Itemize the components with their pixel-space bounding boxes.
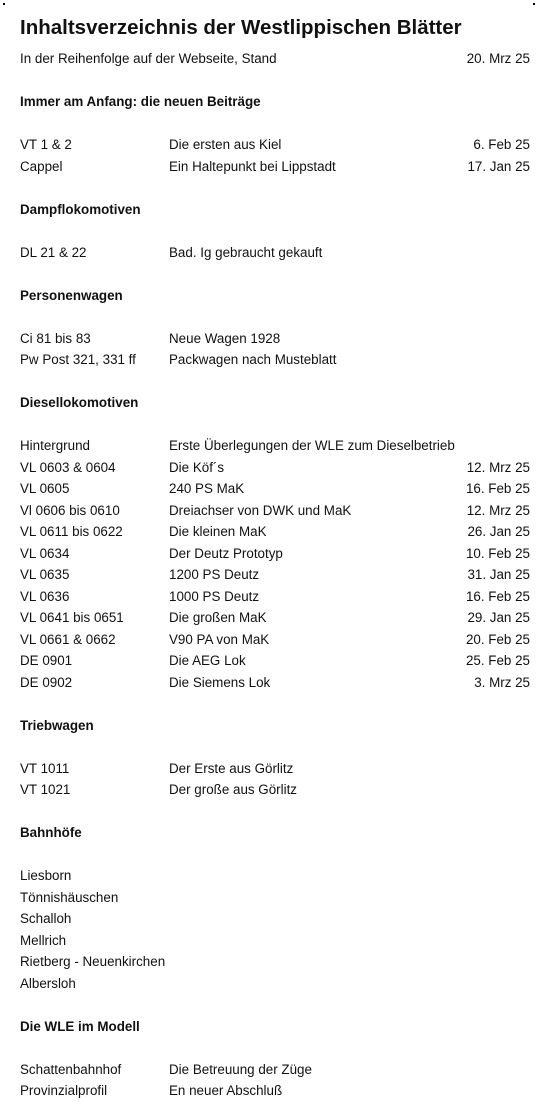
stand-date: 20. Mrz 25 — [466, 51, 530, 66]
section-heading: Diesellokomotiven — [20, 395, 139, 410]
document — [20, 14, 530, 1102]
entry-id: VL 0636 — [20, 588, 70, 604]
entry-title: Die AEG Lok — [169, 653, 246, 668]
entry-date: 29. Jan 25 — [467, 610, 530, 625]
page-title: Inhaltsverzeichnis der Westlippischen Blätter — [20, 16, 462, 39]
entry-date: 16. Feb 25 — [465, 481, 530, 496]
entry-id: Ci 81 bis 83 — [20, 330, 91, 346]
entry-id: VT 1 & 2 — [20, 137, 72, 152]
entry-title: Der große aus Görlitz — [169, 782, 297, 797]
entry-id: Liesborn — [20, 868, 72, 883]
entry-id: Cappel — [20, 158, 63, 174]
entry-title: Die Köf´s — [169, 459, 225, 475]
heading-spacer — [20, 736, 530, 758]
toc-row — [20, 349, 530, 371]
section-heading: Immer am Anfang: die neuen Beiträge — [20, 94, 261, 109]
section-spacer — [20, 263, 530, 285]
toc-row — [20, 887, 530, 909]
section-spacer — [20, 801, 530, 823]
entry-date: 12. Mrz 25 — [466, 459, 530, 475]
entry-title: En neuer Abschluß — [169, 1083, 283, 1098]
entry-id: Schattenbahnhof — [20, 1061, 122, 1077]
entry-title: Der Erste aus Görlitz — [169, 760, 294, 776]
entry-date: 3. Mrz 25 — [474, 674, 530, 690]
entry-title: 1000 PS Deutz — [169, 588, 260, 604]
entry-title: Die Siemens Lok — [169, 674, 271, 690]
toc-row — [20, 564, 530, 586]
entry-id: VL 0641 bis 0651 — [20, 610, 124, 625]
entry-date: 17. Jan 25 — [467, 158, 530, 174]
entry-id: VL 0605 — [20, 481, 70, 496]
entry-id: VL 0611 bis 0622 — [20, 524, 123, 539]
entry-date: 16. Feb 25 — [465, 588, 530, 604]
corner-dot-right — [533, 3, 535, 5]
heading-spacer — [20, 113, 530, 135]
stand-row — [20, 48, 530, 70]
toc-row — [20, 629, 530, 651]
toc-row — [20, 586, 530, 608]
toc-row — [20, 500, 530, 522]
sections-container — [20, 70, 530, 1102]
section-heading: Triebwagen — [20, 717, 94, 733]
toc-row — [20, 672, 530, 694]
entry-id: VT 1011 — [20, 760, 70, 776]
toc-row — [20, 1080, 530, 1102]
toc-row — [20, 521, 530, 543]
entry-title: V90 PA von MaK — [169, 631, 270, 647]
entry-title: Packwagen nach Musteblatt — [169, 352, 337, 367]
toc-row — [20, 865, 530, 887]
entry-id: VL 0603 & 0604 — [20, 459, 116, 475]
corner-dot-left — [3, 3, 5, 5]
heading-spacer — [20, 1037, 530, 1059]
entry-title: 240 PS MaK — [169, 481, 245, 496]
toc-row — [20, 951, 530, 973]
entry-title: Der Deutz Prototyp — [169, 545, 283, 561]
heading-spacer — [20, 306, 530, 328]
section-heading: Bahnhöfe — [20, 825, 82, 840]
toc-row — [20, 758, 530, 780]
section-spacer — [20, 177, 530, 199]
entry-id: Schalloh — [20, 911, 72, 926]
entry-title: Erste Überlegungen der WLE zum Dieselbetrieb — [169, 438, 455, 453]
toc-row — [20, 607, 530, 629]
section-spacer — [20, 70, 530, 92]
entry-id: Pw Post 321, 331 ff — [20, 352, 136, 367]
toc-row — [20, 478, 530, 500]
entry-date: 20. Feb 25 — [465, 631, 530, 647]
section-spacer — [20, 371, 530, 393]
entry-date: 10. Feb 25 — [465, 545, 530, 561]
entry-date: 12. Mrz 25 — [466, 502, 530, 518]
entry-id: Albersloh — [20, 975, 76, 991]
entry-date: 6. Feb 25 — [473, 137, 530, 152]
section-heading: Die WLE im Modell — [20, 1018, 140, 1034]
toc-row — [20, 457, 530, 479]
entry-date: 25. Feb 25 — [465, 653, 530, 668]
entry-id: Tönnishäuschen — [20, 889, 119, 905]
entry-id: Vl 0606 bis 0610 — [20, 502, 120, 518]
entry-date: 31. Jan 25 — [467, 567, 530, 582]
toc-row — [20, 973, 530, 995]
entry-id: VL 0635 — [20, 567, 70, 582]
entry-title: Dreiachser von DWK und MaK — [169, 502, 352, 518]
toc-row — [20, 1059, 530, 1081]
section-heading: Personenwagen — [20, 287, 123, 303]
toc-row — [20, 242, 530, 264]
entry-title: Bad. Ig gebraucht gekauft — [169, 244, 323, 260]
entry-title: Die Betreuung der Züge — [169, 1061, 312, 1077]
entry-title: Ein Haltepunkt bei Lippstadt — [169, 158, 336, 174]
entry-title: Die ersten aus Kiel — [169, 137, 282, 152]
heading-spacer — [20, 414, 530, 436]
section-spacer — [20, 994, 530, 1016]
entry-id: DE 0902 — [20, 674, 73, 690]
entry-title: Neue Wagen 1928 — [169, 330, 281, 346]
section-heading: Dampflokomotiven — [20, 201, 141, 217]
entry-id: Mellrich — [20, 932, 67, 948]
entry-title: 1200 PS Deutz — [169, 567, 260, 582]
entry-date: 26. Jan 25 — [467, 524, 530, 539]
heading-spacer — [20, 844, 530, 866]
toc-row — [20, 650, 530, 672]
entry-title: Die großen MaK — [169, 610, 267, 625]
entry-id: Provinzialprofil — [20, 1083, 108, 1098]
section-spacer — [20, 693, 530, 715]
entry-id: VT 1021 — [20, 782, 71, 797]
toc-row — [20, 543, 530, 565]
entry-id: DE 0901 — [20, 653, 73, 668]
entry-id: VL 0634 — [20, 545, 70, 561]
entry-id: Hintergrund — [20, 438, 90, 453]
entry-id: VL 0661 & 0662 — [20, 631, 116, 647]
toc-row — [20, 328, 530, 350]
entry-id: Rietberg - Neuenkirchen — [20, 954, 166, 969]
toc-row — [20, 134, 530, 156]
entry-id: DL 21 & 22 — [20, 244, 87, 260]
toc-row — [20, 908, 530, 930]
heading-spacer — [20, 220, 530, 242]
toc-row — [20, 930, 530, 952]
entry-title: Die kleinen MaK — [169, 524, 267, 539]
toc-row — [20, 435, 530, 457]
stand-label: In der Reihenfolge auf der Webseite, Stand — [20, 51, 277, 66]
toc-row — [20, 779, 530, 801]
toc-row — [20, 156, 530, 178]
